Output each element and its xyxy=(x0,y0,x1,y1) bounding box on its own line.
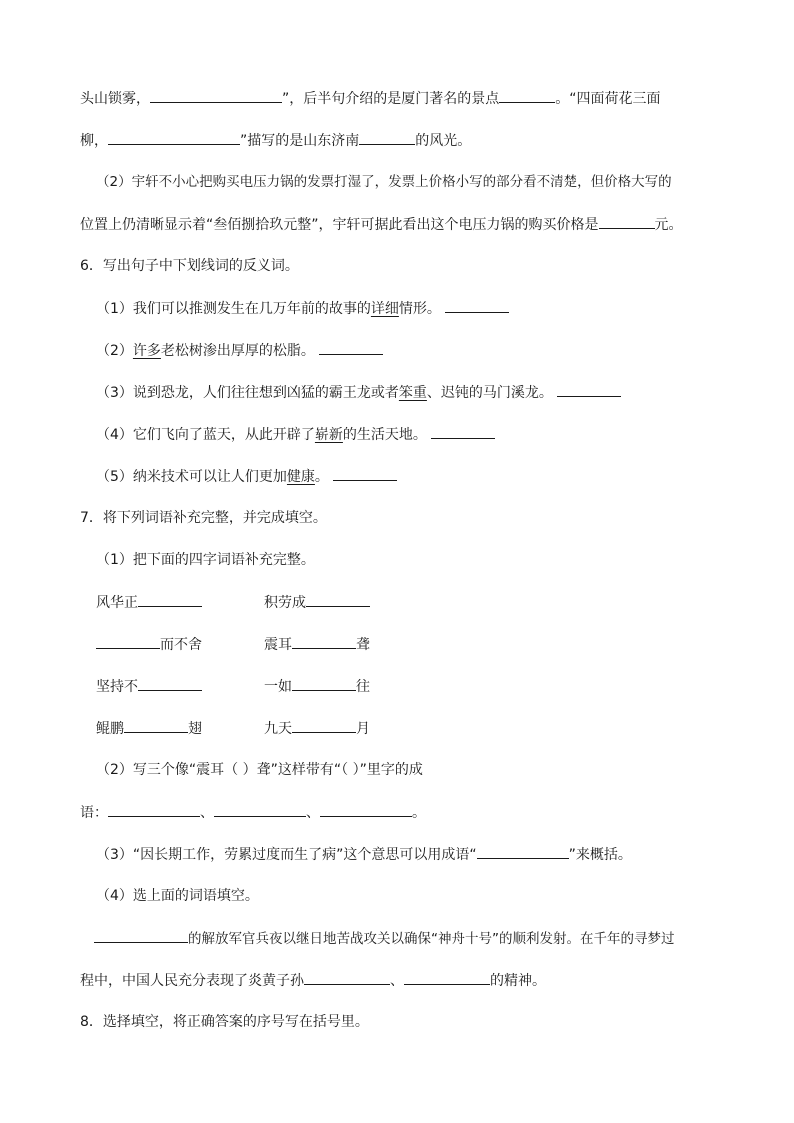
answer-blank[interactable] xyxy=(477,844,569,859)
q7-part3: （3）“因长期工作，劳累过度而生了病”这个意思可以用成语“ ”来概括。 xyxy=(96,844,632,865)
q6-item-3: （3）说到恐龙，人们往往想到凶猛的霸王龙或者笨重、迟钝的马门溪龙。 xyxy=(96,382,621,403)
answer-blank[interactable] xyxy=(599,214,655,229)
q6-item-4: （4）它们飞向了蓝天，从此开辟了崭新的生活天地。 xyxy=(96,424,495,445)
q5-line-1: 头山锁雾， ”，后半句介绍的是厦门著名的景点 。“四面荷花三面 xyxy=(80,88,661,109)
q7-part4: （4）选上面的词语填空。 xyxy=(96,888,259,904)
idiom-cell: 震耳 聋 xyxy=(264,634,370,655)
idiom-cell: 坚持不 xyxy=(96,676,202,697)
answer-blank[interactable] xyxy=(138,592,202,607)
answer-blank[interactable] xyxy=(359,130,415,145)
answer-blank[interactable] xyxy=(150,88,282,103)
answer-blank[interactable] xyxy=(292,718,356,733)
q8-title: 8．选择填空，将正确答案的序号写在括号里。 xyxy=(80,1014,369,1030)
q7-part5-line-1: 的解放军官兵夜以继日地苦战攻关以确保“神舟十号”的顺利发射。在千年的寻梦过 xyxy=(94,928,675,949)
answer-blank[interactable] xyxy=(292,634,356,649)
q5-line-2: 柳， ”描写的是山东济南 的风光。 xyxy=(80,130,471,151)
answer-blank[interactable] xyxy=(319,340,383,355)
answer-blank[interactable] xyxy=(333,466,397,481)
idiom-cell: 九天 月 xyxy=(264,718,370,739)
answer-blank[interactable] xyxy=(320,802,412,817)
answer-blank[interactable] xyxy=(94,928,188,943)
q7-part1: （1）把下面的四字词语补充完整。 xyxy=(96,552,315,568)
idiom-cell: 风华正 xyxy=(96,592,202,613)
answer-blank[interactable] xyxy=(124,718,188,733)
idiom-cell: 积劳成 xyxy=(264,592,370,613)
q6-item-2: （2）许多老松树渗出厚厚的松脂。 xyxy=(96,340,383,361)
answer-blank[interactable] xyxy=(404,970,490,985)
answer-blank[interactable] xyxy=(306,592,370,607)
idiom-cell: 一如 往 xyxy=(264,676,370,697)
answer-blank[interactable] xyxy=(557,382,621,397)
q7-part5-line-2: 程中，中国人民充分表现了炎黄子孙 、 的精神。 xyxy=(80,970,546,991)
q7-part2-line-2: 语： 、 、 。 xyxy=(80,802,426,823)
q7-title: 7．将下列词语补充完整，并完成填空。 xyxy=(80,510,327,526)
answer-blank[interactable] xyxy=(292,676,356,691)
answer-blank[interactable] xyxy=(108,130,240,145)
q5-part2-line-2: 位置上仍清晰显示着“叁佰捌拾玖元整”，宇轩可据此看出这个电压力锅的购买价格是 元。 xyxy=(80,214,683,235)
q7-part2-line-1: （2）写三个像“震耳（ ）聋”这样带有“（ ）”里字的成 xyxy=(96,762,423,778)
answer-blank[interactable] xyxy=(214,802,306,817)
idiom-cell: 鲲鹏 翅 xyxy=(96,718,202,739)
q6-title: 6．写出句子中下划线词的反义词。 xyxy=(80,258,299,274)
answer-blank[interactable] xyxy=(138,676,202,691)
answer-blank[interactable] xyxy=(431,424,495,439)
q6-item-5: （5）纳米技术可以让人们更加健康。 xyxy=(96,466,397,487)
q6-item-1: （1）我们可以推测发生在几万年前的故事的详细情形。 xyxy=(96,298,509,319)
q5-part2-line-1: （2）宇轩不小心把购买电压力锅的发票打湿了，发票上价格小写的部分看不清楚，但价格大写的 xyxy=(96,174,672,190)
answer-blank[interactable] xyxy=(304,970,390,985)
answer-blank[interactable] xyxy=(108,802,200,817)
answer-blank[interactable] xyxy=(499,88,555,103)
idiom-cell: 而不舍 xyxy=(96,634,202,655)
answer-blank[interactable] xyxy=(96,634,160,649)
answer-blank[interactable] xyxy=(445,298,509,313)
